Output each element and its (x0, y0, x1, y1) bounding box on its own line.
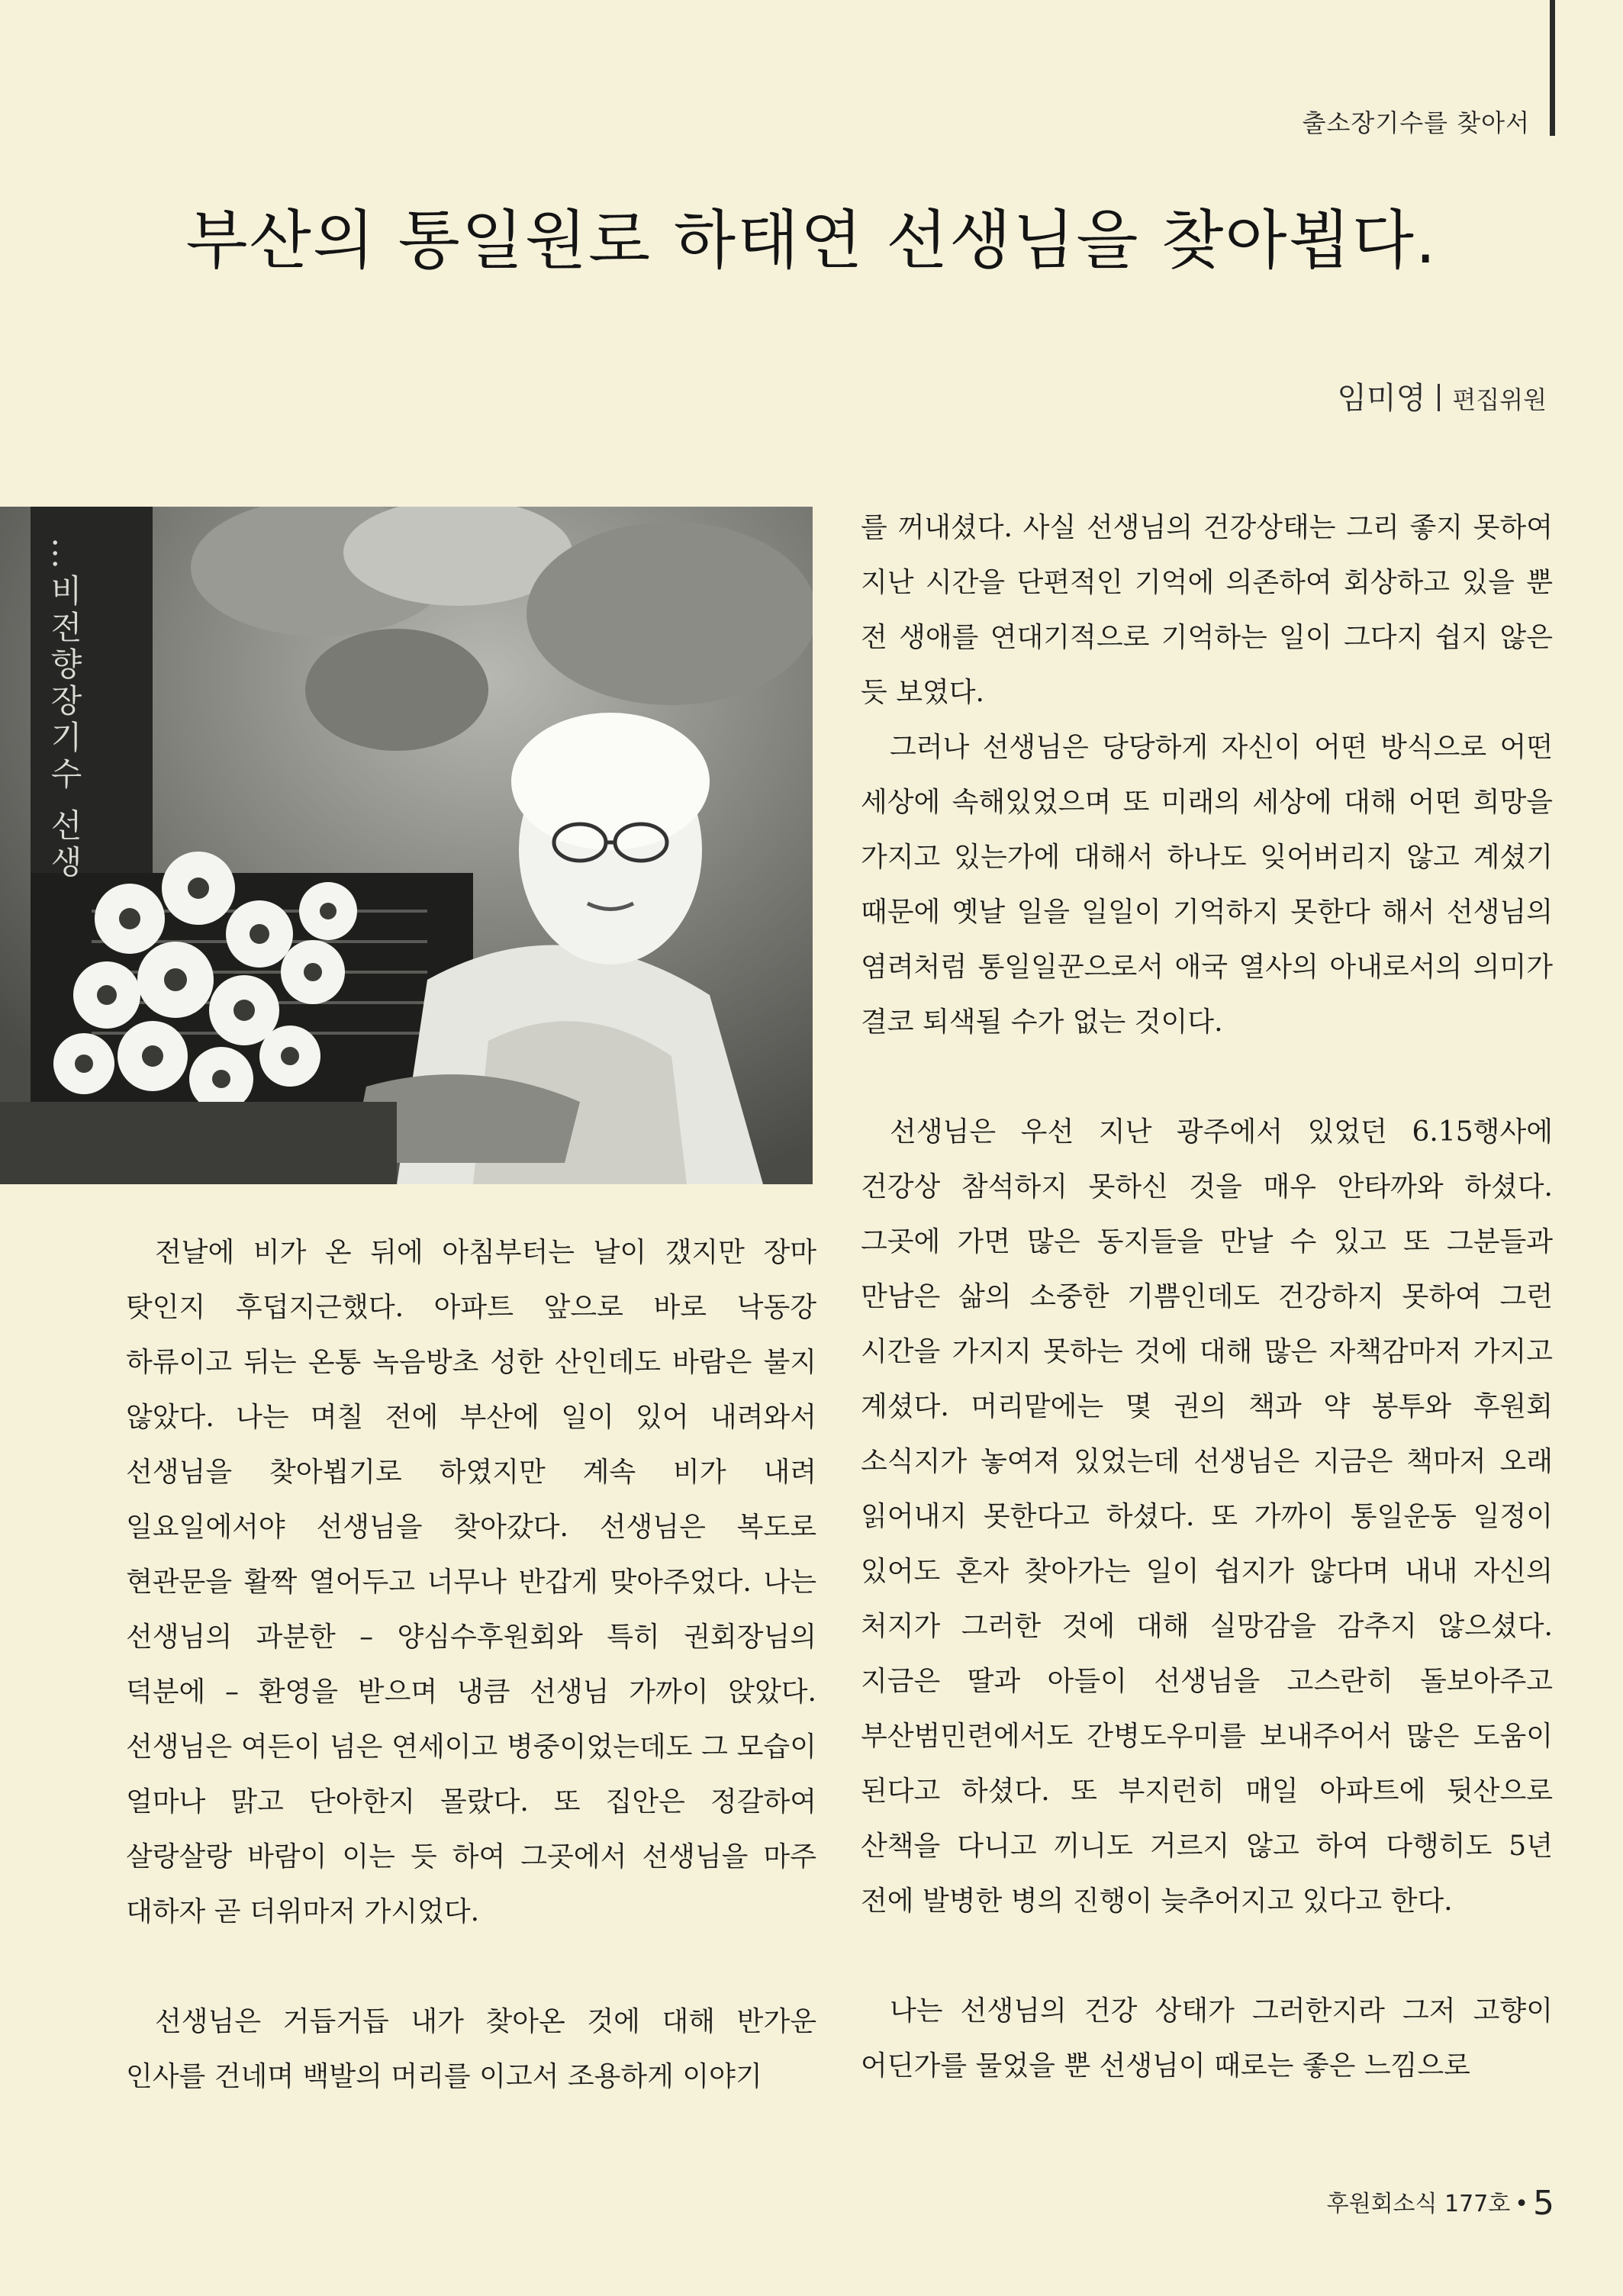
paragraph: 선생님은 거듭거듭 내가 찾아온 것에 대해 반가운 인사를 건네며 백발의 머리를 이고서 조용하게 이야기 (126, 2006, 816, 2092)
paragraph: 선생님은 우선 지난 광주에서 있었던 6.15행사에 건강상 참석하지 못하신 것을 매우 안타까와 하셨다. 그곳에 가면 많은 동지들을 만날 수 있고 또 그분들과 만남은 삶의 소중한 기쁨인데도 건강하지 못하여 그런 시간을 가지지 못하는 것에 대해 많은 자책감마저 가지고 계셨다. 머리맡에는 몇 권의 책과 약 봉투와 후원회 소식지가 놓여져 있었는데 선생님은 지금은 책마저 오래 읽어내지 못한다고 하셨다. 또 가까이 통일운동 일정이 있어도 혼자 찾아가는 일이 쉽지가 않다며 내내 자신의 처지가 그러한 것에 대해 실망감을 감추지 않으셨다. 지금은 딸과 아들이 선생님을 고스란히 돌보아주고 부산범민련에서도 간병도우미를 보내주어서 많은 도움이 된다고 하셨다. 또 부지런히 매일 아파트에 뒷산으로 산책을 다니고 끼니도 거르지 않고 하여 다행히도 5년 전에 발병한 병의 진행이 늦추어지고 있다고 한다. (861, 1116, 1553, 1917)
author-role: 편집위원 (1452, 385, 1547, 414)
memorial-inscription: …비전향장기수 선생 (46, 537, 83, 882)
photo-illustration (0, 507, 813, 1184)
edge-rule (1550, 0, 1555, 136)
publication-name: 후원회소식 177호 (1326, 2191, 1511, 2217)
page-number: 5 (1533, 2184, 1554, 2223)
page-footer (1327, 2184, 1554, 2223)
byline (1337, 374, 1547, 417)
left-column (126, 1225, 816, 2104)
section-label: 출소장기수를 찾아서 (1302, 108, 1530, 137)
footer-dot: • (1515, 2191, 1528, 2217)
paragraph: 나는 선생님의 건강 상태가 그러한지라 그저 고향이 어딘가를 물었을 뿐 선생님이 때로는 좋은 느낌으로 (861, 1995, 1553, 2082)
memorial-photo (0, 507, 813, 1184)
paragraph: 를 꺼내셨다. 사실 선생님의 건강상태는 그리 좋지 못하여 지난 시간을 단편적인 기억에 의존하여 회상하고 있을 뿐 전 생애를 연대기적으로 기억하는 일이 그다지 쉽지 않은 듯 보였다. (861, 512, 1553, 708)
paragraph: 그러나 선생님은 당당하게 자신이 어떤 방식으로 어떤 세상에 속해있었으며 또 미래의 세상에 대해 어떤 희망을 가지고 있는가에 대해서 하나도 잊어버리지 않고 계셨기 때문에 옛날 일을 일일이 기억하지 못한다 해서 선생님의 염려처럼 통일일꾼으로서 애국 열사의 아내로서의 의미가 결코 퇴색될 수가 없는 것이다. (861, 732, 1553, 1038)
author-name: 임미영 (1337, 381, 1426, 416)
right-column (861, 501, 1553, 2094)
paragraph: 전날에 비가 온 뒤에 아침부터는 날이 갰지만 장마 탓인지 후덥지근했다. 아파트 앞으로 바로 낙동강 하류이고 뒤는 온통 녹음방초 성한 산인데도 바람은 불지 않았다. 나는 며칠 전에 부산에 일이 있어 내려와서 선생님을 찾아뵙기로 하였지만 계속 비가 내려 일요일에서야 선생님을 찾아갔다. 선생님은 복도로 현관문을 활짝 열어두고 너무나 반갑게 맞아주었다. 나는 선생님의 과분한 – 양심수후원회와 특히 권회장님의 덕분에 – 환영을 받으며 냉큼 선생님 가까이 앉았다. 선생님은 여든이 넘은 연세이고 병중이었는데도 그 모습이 얼마나 맑고 단아한지 몰랐다. 또 집안은 정갈하여 살랑살랑 바람이 이는 듯 하여 그곳에서 선생님을 마주 대하자 곧 더위마저 가시었다. (126, 1237, 816, 1927)
article-title: 부산의 통일원로 하태연 선생님을 찾아뵙다. (185, 203, 1438, 278)
byline-separator (1438, 384, 1440, 411)
